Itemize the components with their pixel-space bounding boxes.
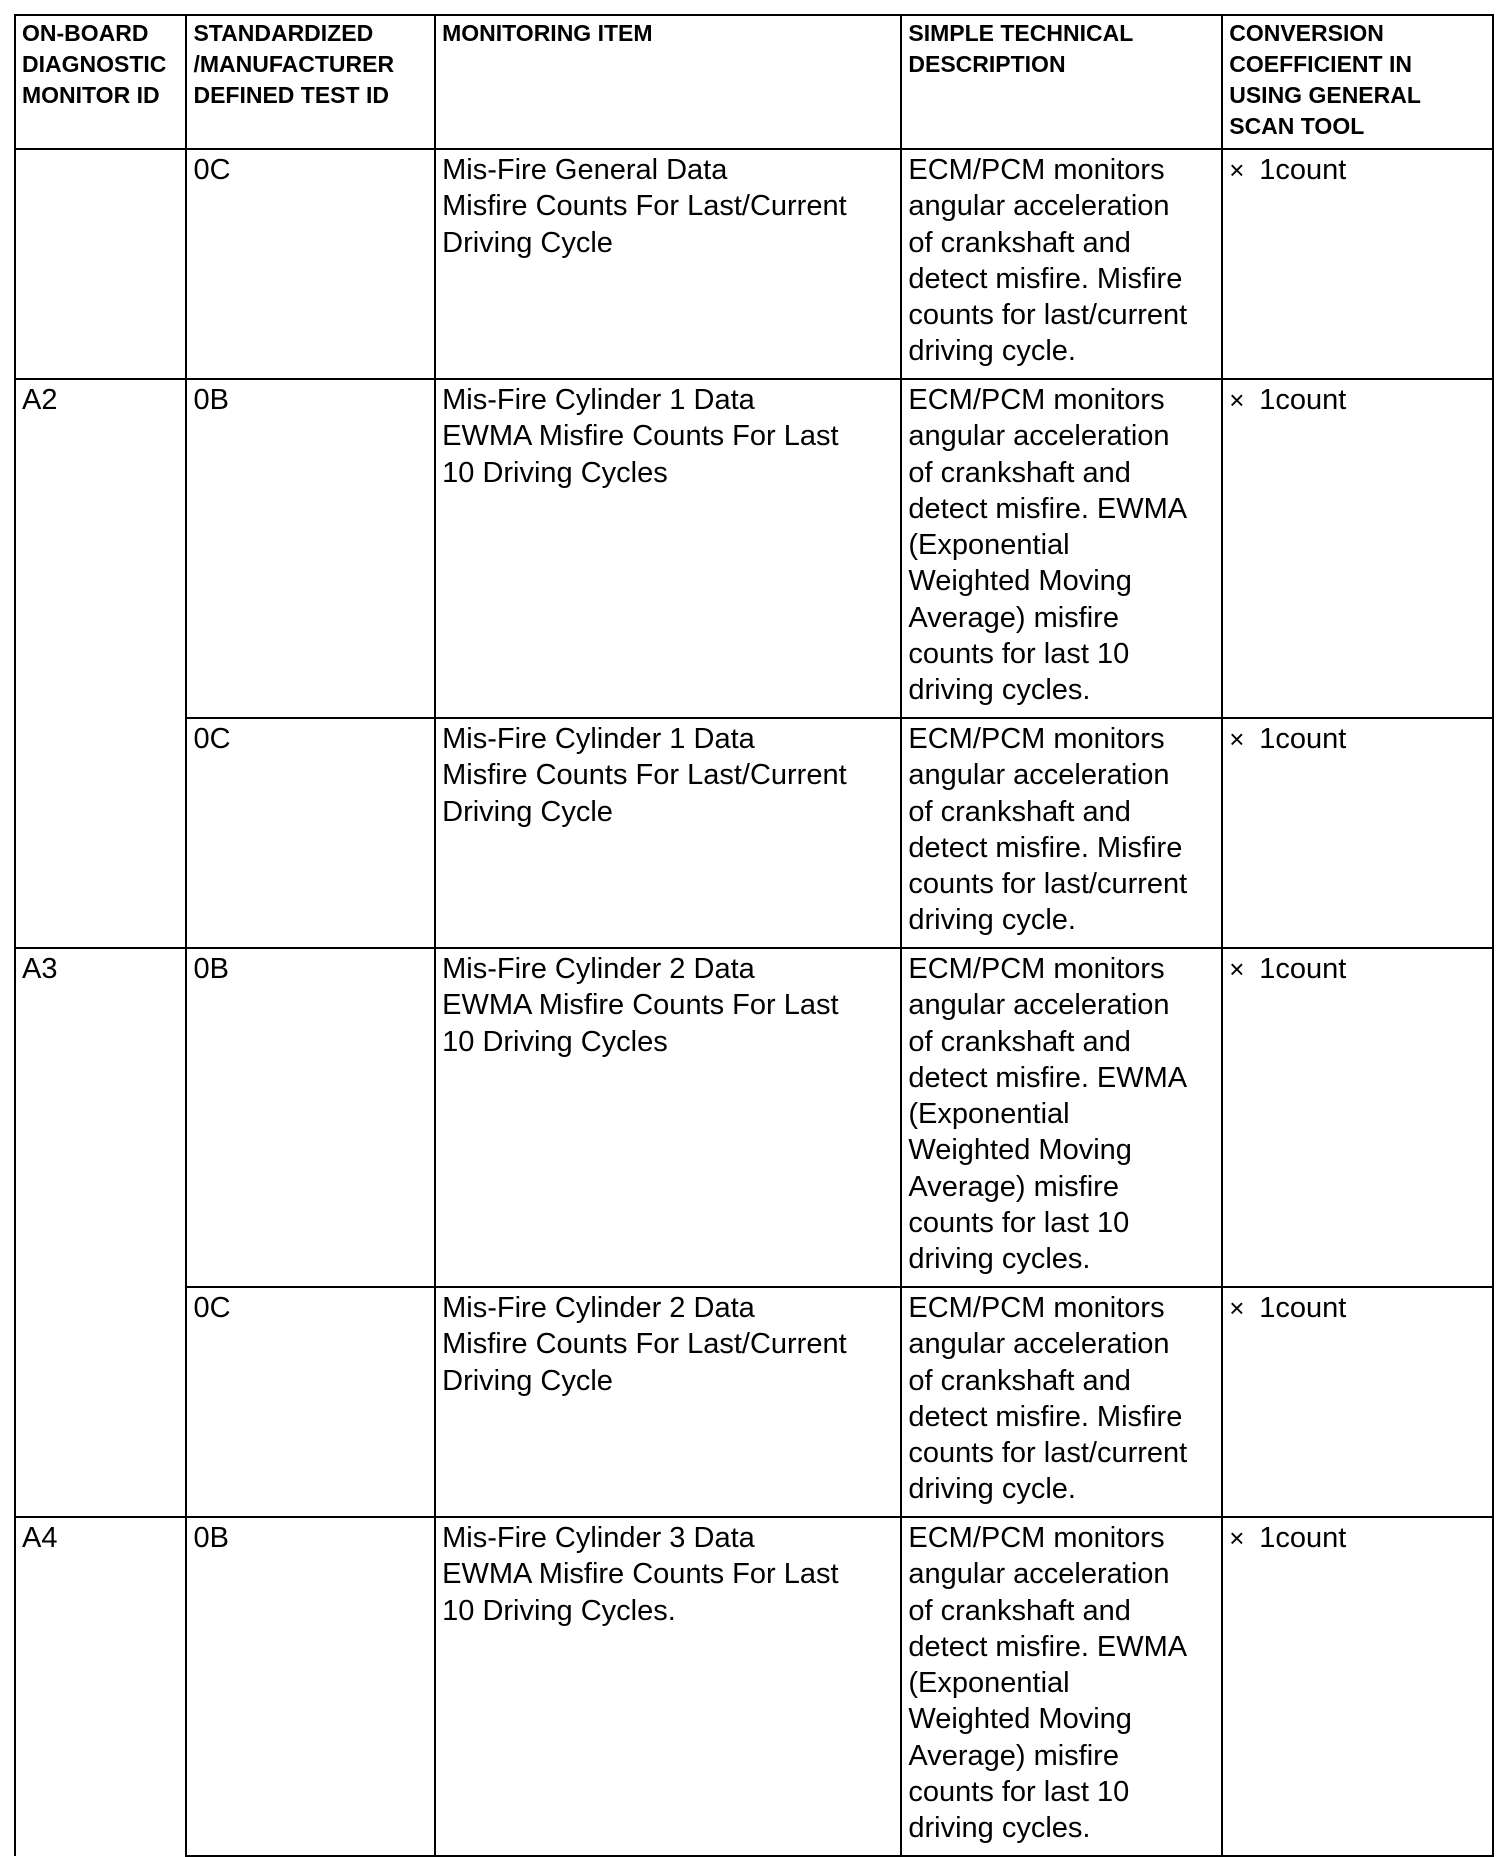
description-line: of crankshaft and [908,226,1131,259]
item-line: Driving Cycle [442,795,613,828]
header-line: STANDARDIZED [193,20,374,46]
header-monitoring-item [435,15,901,149]
test-id-cell: 0C [186,718,435,948]
monitoring-item-cell [435,948,901,1287]
multiply-icon: × [1229,724,1245,754]
test-id-cell: 0B [186,379,435,718]
header-line: USING GENERAL [1229,82,1421,108]
description-line: detect misfire. EWMA [908,1061,1188,1094]
description-line: (Exponential [908,529,1070,562]
header-line: SCAN TOOL [1229,113,1365,139]
multiply-icon: × [1229,1293,1245,1323]
description-line: driving cycle. [908,1473,1076,1506]
description-line: (Exponential [908,1667,1070,1700]
description-line: of crankshaft and [908,456,1131,489]
table-row [15,718,1493,948]
description-line: of crankshaft and [908,1025,1131,1058]
monitoring-item-cell [435,1517,901,1856]
description-line: ECM/PCM monitors [908,953,1165,985]
item-line: Mis-Fire Cylinder 1 Data [442,723,755,755]
description-line: Weighted Moving [908,565,1132,598]
description-line: driving cycles. [908,1243,1091,1276]
item-line: Mis-Fire Cylinder 3 Data [442,1522,755,1554]
coefficient-value: 1count [1259,953,1347,985]
header-line: DESCRIPTION [908,51,1066,77]
header-line: DEFINED TEST ID [193,82,389,108]
item-line: Driving Cycle [442,226,613,259]
item-line: Misfire Counts For Last/Current [442,1328,847,1361]
item-line: Mis-Fire Cylinder 2 Data [442,1292,755,1324]
monitor-id-cell: A3 [15,948,186,1517]
description-line: driving cycle. [908,904,1076,937]
description-line: angular acceleration [908,759,1170,792]
table-header-row [15,15,1493,149]
multiply-icon: × [1229,1523,1245,1553]
header-description [901,15,1222,149]
description-line: detect misfire. Misfire [908,831,1183,864]
description-line: counts for last/current [908,1437,1188,1470]
monitor-id-cell: A4 [15,1517,186,1856]
monitor-id-cell [15,149,186,379]
description-line: ECM/PCM monitors [908,723,1165,755]
header-line: MONITOR ID [22,82,160,108]
table-row [15,948,1493,1287]
obd-monitor-table [14,14,1494,1857]
description-cell [901,948,1222,1287]
description-line: ECM/PCM monitors [908,1522,1165,1554]
description-line: detect misfire. Misfire [908,1400,1183,1433]
item-line: EWMA Misfire Counts For Last [442,420,839,453]
description-line: counts for last 10 [908,1776,1130,1809]
description-line: angular acceleration [908,190,1170,223]
table-row [15,1517,1493,1856]
header-line: COEFFICIENT IN [1229,51,1412,77]
multiply-icon: × [1229,954,1245,984]
description-line: angular acceleration [908,1558,1170,1591]
description-line: detect misfire. EWMA [908,1630,1188,1663]
item-line: Misfire Counts For Last/Current [442,190,847,223]
description-line: counts for last 10 [908,638,1130,671]
item-line: Mis-Fire General Data [442,154,728,186]
header-test-id [186,15,435,149]
description-line: Weighted Moving [908,1134,1132,1167]
monitoring-item-cell [435,1287,901,1517]
coefficient-value: 1count [1259,1522,1347,1554]
description-cell [901,149,1222,379]
monitoring-item-cell [435,718,901,948]
header-line: SIMPLE TECHNICAL [908,20,1134,46]
description-line: counts for last 10 [908,1207,1130,1240]
coefficient-value: 1count [1259,154,1347,186]
multiply-icon: × [1229,385,1245,415]
item-line: 10 Driving Cycles [442,456,668,489]
header-line: ON-BOARD [22,20,149,46]
coefficient-value: 1count [1259,723,1347,755]
coefficient-value: 1count [1259,1292,1347,1324]
description-cell [901,718,1222,948]
item-line: Misfire Counts For Last/Current [442,759,847,792]
conversion-coefficient-cell [1222,1287,1493,1517]
description-line: ECM/PCM monitors [908,154,1165,186]
table-row [15,379,1493,718]
item-line: Mis-Fire Cylinder 2 Data [442,953,755,985]
description-line: Average) misfire [908,1739,1119,1772]
item-line: EWMA Misfire Counts For Last [442,1558,839,1591]
item-line: 10 Driving Cycles [442,1025,668,1058]
conversion-coefficient-cell [1222,149,1493,379]
test-id-cell: 0C [186,1287,435,1517]
description-line: driving cycles. [908,674,1091,707]
monitor-id-cell: A2 [15,379,186,948]
description-cell [901,1517,1222,1856]
description-line: of crankshaft and [908,1594,1131,1627]
description-line: angular acceleration [908,989,1170,1022]
multiply-icon: × [1229,155,1245,185]
header-monitor-id [15,15,186,149]
conversion-coefficient-cell [1222,1517,1493,1856]
item-line: Mis-Fire Cylinder 1 Data [442,384,755,416]
table-row [15,1287,1493,1517]
description-cell [901,379,1222,718]
monitoring-item-cell [435,379,901,718]
header-line: CONVERSION [1229,20,1384,46]
conversion-coefficient-cell [1222,379,1493,718]
description-line: Average) misfire [908,1170,1119,1203]
description-line: detect misfire. Misfire [908,262,1183,295]
description-line: ECM/PCM monitors [908,1292,1165,1324]
coefficient-value: 1count [1259,384,1347,416]
header-line: /MANUFACTURER [193,51,395,77]
description-line: angular acceleration [908,1328,1170,1361]
description-line: detect misfire. EWMA [908,492,1188,525]
description-line: counts for last/current [908,868,1188,901]
item-line: EWMA Misfire Counts For Last [442,989,839,1022]
header-conversion-coefficient [1222,15,1493,149]
test-id-cell: 0C [186,149,435,379]
description-line: (Exponential [908,1098,1070,1131]
conversion-coefficient-cell [1222,948,1493,1287]
item-line: Driving Cycle [442,1364,613,1397]
description-line: of crankshaft and [908,1364,1131,1397]
monitoring-item-cell [435,149,901,379]
description-line: ECM/PCM monitors [908,384,1165,416]
description-line: driving cycle. [908,335,1076,368]
header-line: MONITORING ITEM [442,20,653,46]
description-line: driving cycles. [908,1812,1091,1845]
description-line: Weighted Moving [908,1703,1132,1736]
test-id-cell: 0B [186,948,435,1287]
item-line: 10 Driving Cycles. [442,1594,676,1627]
description-line: counts for last/current [908,299,1188,332]
conversion-coefficient-cell [1222,718,1493,948]
test-id-cell: 0B [186,1517,435,1856]
description-line: angular acceleration [908,420,1170,453]
description-line: Average) misfire [908,601,1119,634]
header-line: DIAGNOSTIC [22,51,167,77]
table-row [15,149,1493,379]
description-cell [901,1287,1222,1517]
description-line: of crankshaft and [908,795,1131,828]
